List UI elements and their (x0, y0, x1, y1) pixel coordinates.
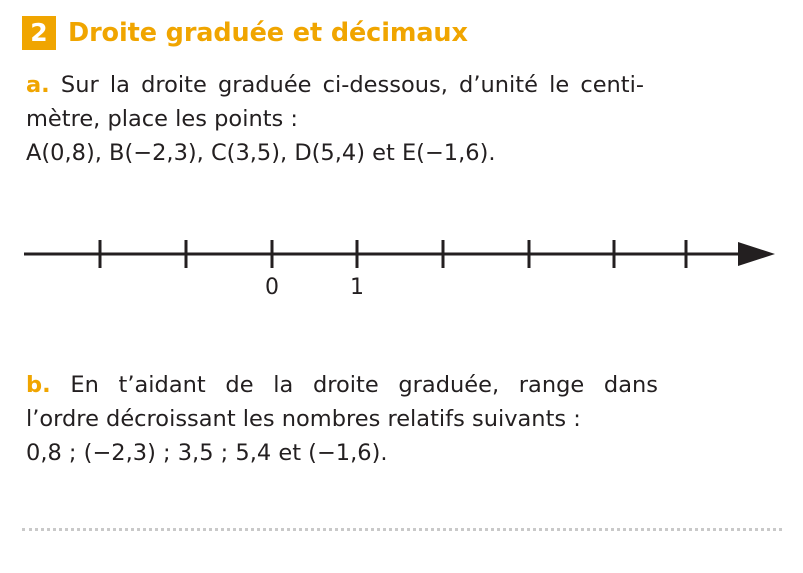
question-b-label: b. (26, 372, 51, 398)
tick-label-1: 1 (350, 275, 364, 300)
exercise-title: Droite graduée et décimaux (68, 18, 468, 48)
question-a (26, 68, 656, 170)
question-b (26, 368, 666, 470)
number-line-svg (0, 210, 803, 320)
number-line-figure (0, 210, 803, 320)
question-a-label: a. (26, 72, 50, 98)
question-a-text-line3: A(0,8), B(−2,3), C(3,5), D(5,4) et E(−1,6). (26, 140, 496, 166)
question-a-text-line1: Sur la droite graduée ci-dessous, d’unité le centi- (60, 72, 644, 98)
dotted-separator (22, 528, 782, 534)
exercise-number-badge: 2 (22, 16, 56, 50)
question-b-text-line3: 0,8 ; (−2,3) ; 3,5 ; 5,4 et (−1,6). (26, 440, 388, 466)
question-b-text-line1: En t’aidant de la droite graduée, range dans (70, 372, 658, 398)
question-a-text-line2: mètre, place les points : (26, 106, 298, 132)
right-arrow-icon (738, 242, 775, 266)
tick-label-0: 0 (265, 275, 279, 300)
question-b-text-line2: l’ordre décroissant les nombres relatifs suivants : (26, 406, 581, 432)
exercise-header (22, 16, 468, 50)
